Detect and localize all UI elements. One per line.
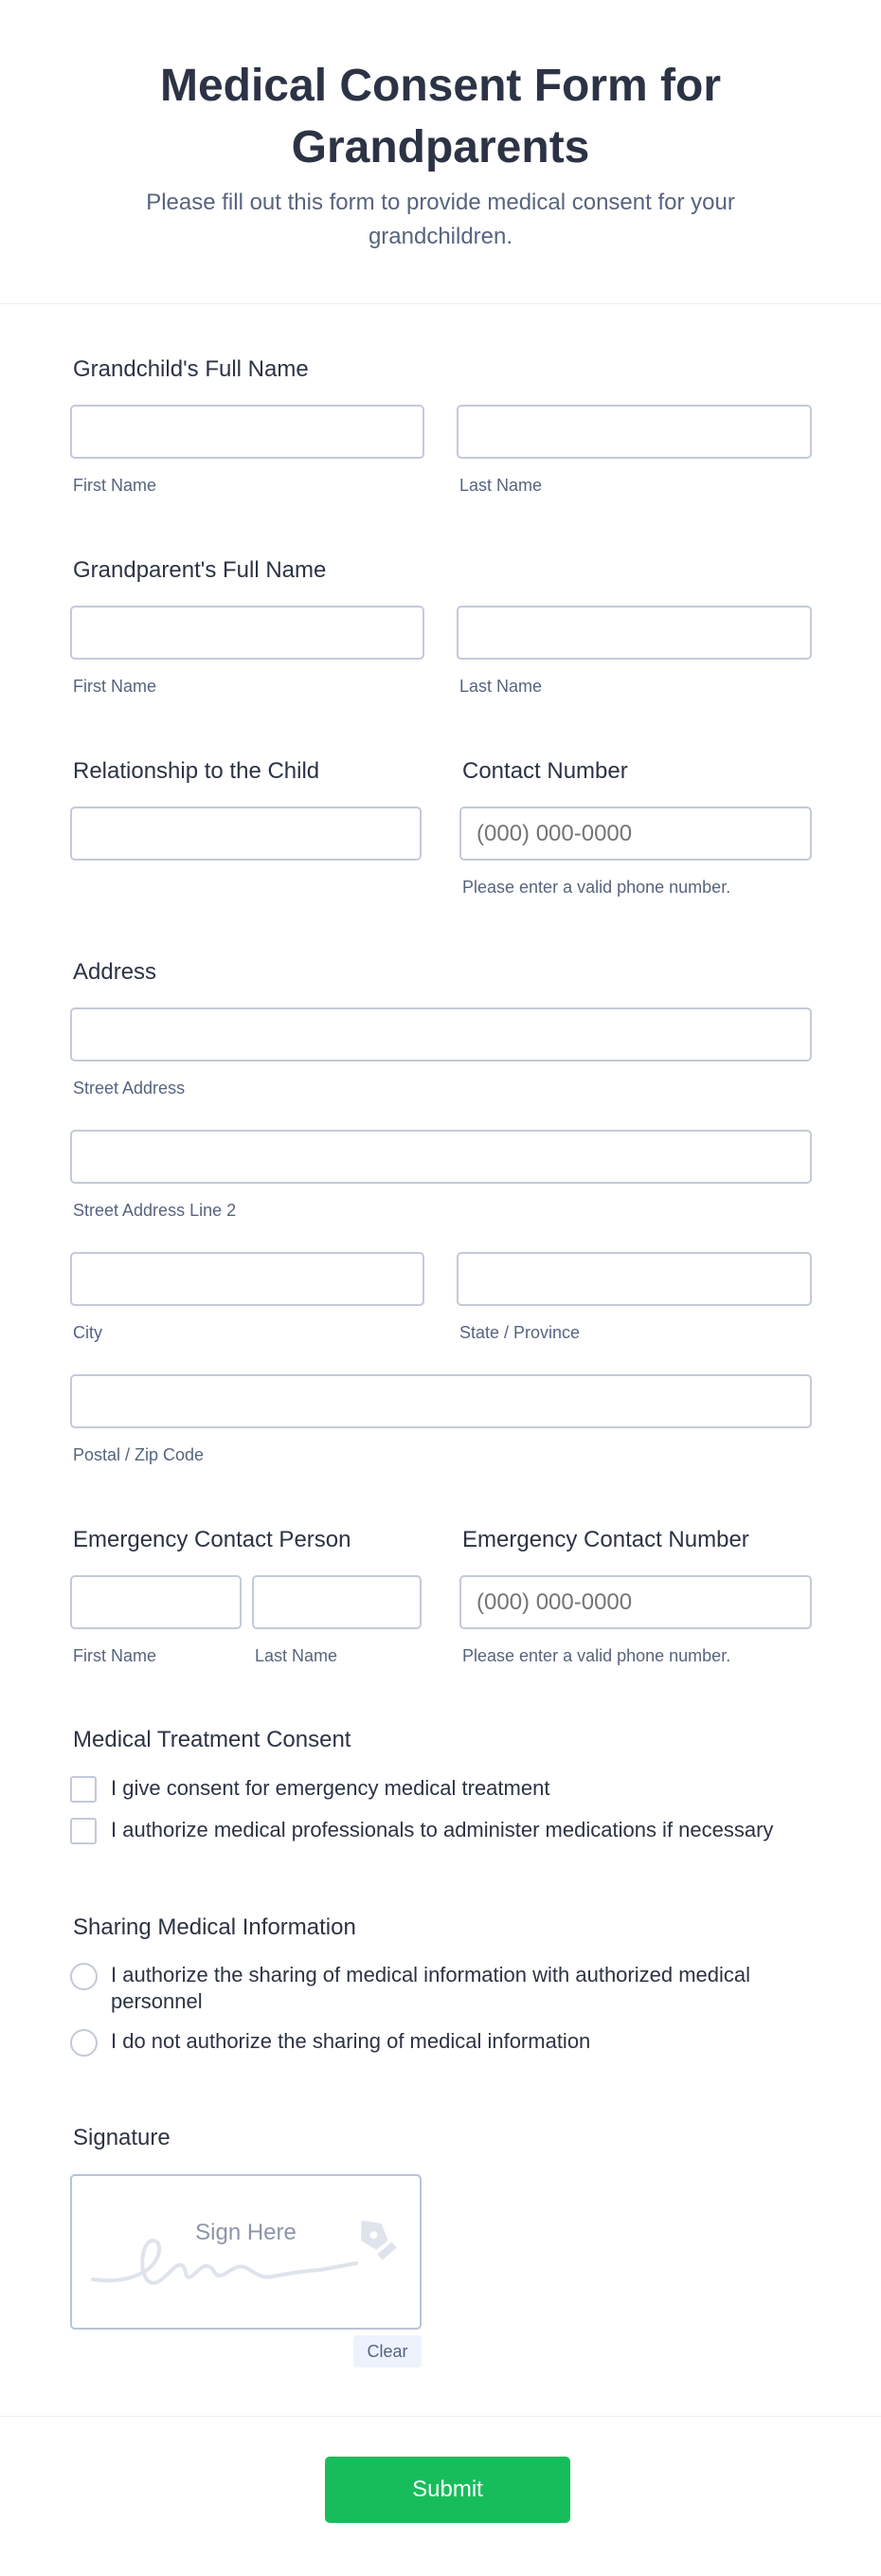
grandparent-last-name-input[interactable] — [457, 606, 812, 660]
state-province-sublabel: State / Province — [459, 1323, 581, 1342]
contact-number-sublabel: Please enter a valid phone number. — [462, 878, 731, 897]
grandchild-first-name-input[interactable] — [70, 405, 424, 459]
sign-here-placeholder: Sign Here — [195, 2220, 297, 2245]
contact-number-input[interactable] — [459, 807, 812, 861]
grandparent-last-name-sublabel: Last Name — [459, 677, 543, 696]
page-title: Medical Consent Form for Grandparents — [159, 61, 722, 172]
emergency-contact-number-sublabel: Please enter a valid phone number. — [462, 1646, 731, 1665]
emergency-last-name-sublabel: Last Name — [255, 1646, 338, 1665]
street-address-line2-sublabel: Street Address Line 2 — [73, 1201, 237, 1220]
consent-form — [0, 304, 881, 2418]
street-address-sublabel: Street Address — [73, 1079, 186, 1098]
authorize-sharing-radio[interactable] — [70, 1963, 98, 1990]
signature-pad[interactable] — [70, 2174, 422, 2330]
street-address-input[interactable] — [70, 1007, 812, 1061]
emergency-last-name-input[interactable] — [252, 1575, 422, 1629]
sharing-info-label: Sharing Medical Information — [73, 1914, 356, 1940]
postal-code-input[interactable] — [70, 1374, 812, 1428]
city-sublabel: City — [73, 1323, 102, 1342]
authorize-medications-label[interactable]: I authorize medical professionals to administer medications if necessary — [111, 1818, 774, 1841]
grandparent-first-name-sublabel: First Name — [73, 677, 157, 696]
grandchild-first-name-sublabel: First Name — [73, 476, 157, 495]
do-not-authorize-sharing-label[interactable]: I do not authorize the sharing of medical information — [111, 2029, 591, 2053]
treatment-consent-label: Medical Treatment Consent — [73, 1727, 351, 1752]
emergency-contact-person-label: Emergency Contact Person — [73, 1527, 351, 1552]
city-input[interactable] — [70, 1252, 424, 1306]
clear-signature-button[interactable]: Clear — [353, 2335, 422, 2367]
consent-emergency-treatment-label[interactable]: I give consent for emergency medical treatment — [111, 1776, 550, 1800]
signature-scribble-icon — [72, 2176, 420, 2328]
address-label: Address — [73, 959, 157, 985]
state-province-input[interactable] — [457, 1252, 812, 1306]
contact-number-label: Contact Number — [462, 758, 628, 784]
grandchild-name-label: Grandchild's Full Name — [73, 356, 309, 382]
signature-label: Signature — [73, 2125, 171, 2150]
street-address-line2-input[interactable] — [70, 1130, 812, 1184]
emergency-contact-number-label: Emergency Contact Number — [462, 1527, 749, 1552]
emergency-first-name-sublabel: First Name — [73, 1646, 157, 1665]
page-subtitle: Please fill out this form to provide medical consent for your grandchildren. — [146, 190, 735, 249]
grandparent-name-label: Grandparent's Full Name — [73, 557, 327, 583]
authorize-medications-checkbox[interactable] — [70, 1818, 97, 1844]
authorize-sharing-label[interactable]: I authorize the sharing of medical information with authorized medical personnel — [111, 1963, 751, 2013]
relationship-label: Relationship to the Child — [73, 758, 320, 784]
grandparent-first-name-input[interactable] — [70, 606, 424, 660]
relationship-input[interactable] — [70, 807, 422, 861]
consent-emergency-treatment-checkbox[interactable] — [70, 1776, 97, 1803]
do-not-authorize-sharing-radio[interactable] — [70, 2029, 98, 2057]
form-header — [0, 0, 881, 304]
footer-divider — [0, 2416, 881, 2417]
emergency-contact-number-input[interactable] — [459, 1575, 812, 1629]
postal-code-sublabel: Postal / Zip Code — [73, 1445, 205, 1464]
grandchild-last-name-input[interactable] — [457, 405, 812, 459]
grandchild-last-name-sublabel: Last Name — [459, 476, 543, 495]
submit-button[interactable]: Submit — [325, 2457, 570, 2523]
emergency-first-name-input[interactable] — [70, 1575, 242, 1629]
